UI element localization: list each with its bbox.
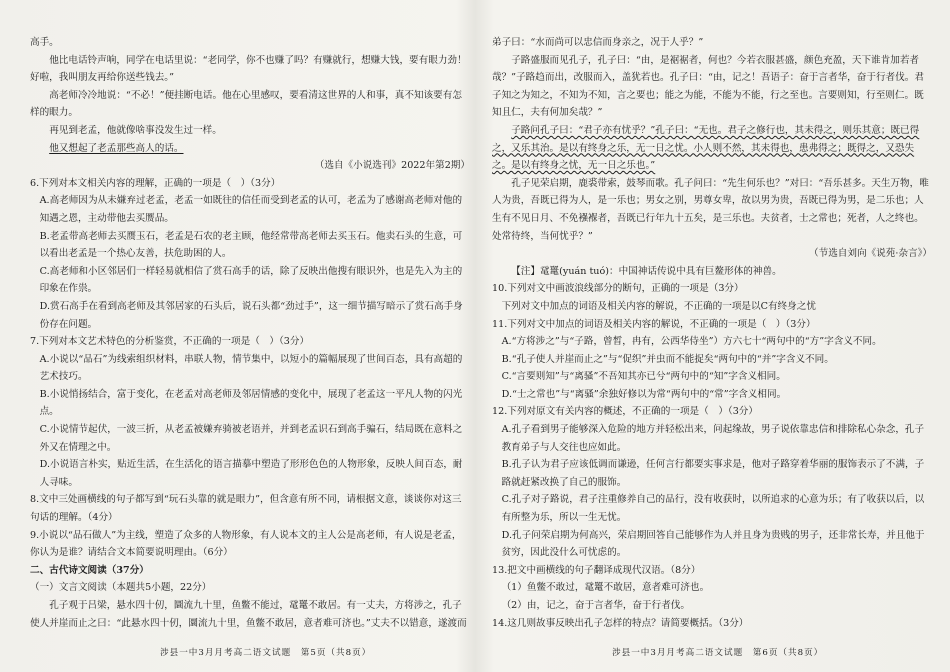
question-11-stem: 11.下列对文中加点的词语及相关内容的解说，不正确的一项是（ ）（3分） [492, 318, 816, 330]
source-citation: （选自《小说选刊》2022年第2期） [314, 160, 470, 172]
text-line: 孔子见荣启期，鹿裘带索，鼓琴而歌。孔子问曰：“先生何乐也？”对曰：“吾乐甚多。天生万物，唯人为贵，吾既已得为人，是一乐也；男女之别，男尊女卑，故以男为贵，吾既已得为男，是二乐也；人生有不见日月、不免襁褓者，吾既已行年九十五矣，是三乐也。夫贫者，士之常也；死者，人之终也。处常待终，当何忧乎？” [492, 177, 929, 242]
question-12-option-d: D.孔子问荣启期为何高兴，荣启期回答自己能够作为人并且身为贵贱的男子，还非常长寿，并且他于贫穷，因此没什么可忧虑的。 [501, 529, 925, 559]
footnote: 【注】鼋鼍(yuán tuó)：中国神话传说中具有巨鳌形体的神兽。 [511, 265, 782, 277]
text-line: 再见到老孟，他就像啥事没发生过一样。 [49, 124, 222, 136]
question-12-option-c: C.孔子对子路说，君子注重修养自己的品行，没有收获时，以所追求的心意为乐；有了收获以后，以有所整为乐，所以一生无忧。 [501, 494, 925, 524]
question-13-item-2: （2）由，记之，奋于言者华，奋于行者伐。 [501, 600, 690, 611]
page-footer-left: 涉县一中3月月考高二语文试题 第5页（共8页） [160, 648, 372, 658]
text-line: 他比电话铃声响，同学在电话里说：“老同学，你不也赚了吗？有赚就行，想赚大钱，要有眼力劲！好啦，我叫朋友再给你送些钱去。” [30, 54, 467, 84]
question-11-option-b: B.“孔子使人并崖而止之”与“促织”并虫而不能捉矣“两句中的“并”字含义不同。 [501, 353, 834, 365]
question-13-stem: 13.把文中画横线的句子翻译成现代汉语。（8分） [492, 564, 701, 576]
question-7-option-b: B.小说悄扬结合，富于变化，在老孟对高老师及邻居情感的变化中，展现了老孟这一平凡人物的闪光点。 [39, 388, 463, 418]
question-6-option-c: C.高老师和小区邻居们一样轻易就相信了赏石高手的话，除了反映出他搜有眼识外，也是先入为主的印象在作祟。 [39, 265, 463, 295]
question-10-stem: 10.下列对文中画波浪线部分的断句，正确的一项是（3分） [492, 283, 744, 295]
exam-page-right [492, 34, 932, 634]
question-6-option-d: D.赏石高手在看到高老师及其邻居家的石头后，说石头都“劲过手”，这一细节描写暗示了赏石高手身份存在问题。 [39, 300, 463, 330]
question-7-option-d: D.小说语言朴实，贴近生活，在生活化的语言描摹中塑造了形形色色的人物形象，反映人间百态，耐人寻味。 [39, 459, 463, 488]
question-11-option-d: D.“士之常也”与“离骚”余独好修以为常“两句中的“常”字含义相同。 [501, 388, 787, 400]
text-line: 高老师冷冷地说：“不必！”便挂断电话。他在心里感叹，要看清这世界的人和事，真不知该要有怎样的眼力。 [30, 89, 462, 119]
question-12-option-a: A.孔子看到男子能够深入危险的地方并轻松出来，问起缘故，男子说依靠忠信和排除私心杂念，孔子教育弟子与人交往也应如此。 [501, 424, 925, 453]
page-footer-right: 涉县一中3月月考高二语文试题 第6页（共8页） [612, 648, 824, 658]
classical-passage: 孔子观于吕梁，悬水四十仞，圜流九十里，鱼鳖不能过，鼋鼍不敢居。有一丈夫，方将涉之，孔子使人并崖而止之曰：“此悬水四十仞，圜流九十里，鱼鳖不敢居，意者难可济也。”丈夫不以错意，遂渡而 [30, 600, 467, 629]
subsection-1-heading: （一）文言文阅读（本题共5小题，22分） [30, 582, 212, 594]
text-line: 子路盛服而见孔子，孔子曰：“由，是裾裾者，何也？今若衣服甚盛，颜色充盈，天下谁肯加若者哉？”子路趋而出，改服而入，盖犹若也。孔子曰：“由，记之！吾语子：奋于言者华，奋于行者伐。君子知之为知之，不知为不知，言之要也；能之为能，不能为不能，行之至也。言要则知，行至则仁。既知且仁，夫有何加矣哉？” [492, 54, 924, 119]
question-8: 8.文中三处画横线的句子都写到“玩石头靠的就是眼力”，但含意有所不同，请根据文意，谈谈你对这三句话的理解。（4分） [30, 494, 462, 524]
question-6-option-a: A.高老师因为从未嫌弃过老孟，老孟一如既往的信任而受到老孟的认可，老孟为了感谢高老师对他的知遇之恩，主动带他去买赝品。 [39, 195, 463, 224]
question-9: 9.小说以“品石做人”为主线，塑造了众多的人物形象，有人说本文的主人公是高老师，有人说是老孟，你认为是谁？请结合文本简要说明理由。（6分） [30, 529, 462, 559]
text-line: 弟子曰：“水而尚可以忠信而身亲之，况于人乎？” [492, 37, 704, 48]
question-10-line: 下列对文中加点的词语及相关内容的解说，不正确的一项是以C有终身之忧 [501, 300, 816, 312]
question-6-stem: 6.下列对本文相关内容的理解，正确的一项是（ ）（3分） [30, 177, 281, 189]
text-line: 高手。 [30, 37, 59, 48]
question-11-option-c: C.“言要则知”与“离骚”不吾知其亦已兮“两句中的“知”字含义相同。 [501, 371, 786, 383]
question-6-option-b: B.老孟带高老师去买赝玉石，老孟是石农的老主顾，他经常带高老师去买玉石。他卖石头的生意，可以看出老孟是一个热心友善，扶危助困的人。 [39, 230, 463, 260]
question-11-option-a: A.“方将涉之”与“子路，曾晳，冉有，公西华侍坐”）方六七十“两句中的“方”字含义不同。 [501, 336, 882, 348]
question-12-stem: 12.下列对原文有关内容的概述，不正确的一项是（ ）（3分） [492, 406, 758, 418]
question-7-option-c: C.小说情节起伏，一波三折，从老孟被嫌弃骑被老语并，并到老孟识石到高手骗石，结局既在意料之外又在情理之中。 [39, 424, 463, 453]
question-12-option-b: B.孔子认为君子应该低调而谦逊，任何言行都要实事求是，他对子路穿着华丽的服饰表示了不满，子路就赶紧改换了自己的服饰。 [501, 459, 925, 488]
question-7-option-a: A.小说以“品石”为线索组织材料，串联人物，情节集中，以短小的篇幅展现了世间百态，具有高超的艺术技巧。 [39, 353, 463, 383]
question-13-item-1: （1）鱼鳖不敢过，鼋鼍不敢居，意者难可济也。 [501, 582, 710, 594]
exam-page-left [30, 34, 470, 634]
subsection-2-heading [492, 632, 932, 634]
question-7-stem: 7.下列对本文艺术特色的分析鉴赏，不正确的一项是（ ）（3分） [30, 336, 310, 348]
text-line-wavy: 子路问孔子曰：“君子亦有忧乎？”孔子曰：“无也。君子之修行也，其未得之，则乐其意；既已得之，又乐其治。是以有终身之乐，无一日之忧。小人则不然，其未得也，患弗得之；既得之，又恐失之。是以有终身之忧，无一日之乐也。” [492, 124, 920, 172]
section-2-heading: 二、古代诗文阅读（37分） [30, 564, 149, 576]
text-line-underlined: 他又想起了老孟那些高人的话。 [49, 142, 184, 154]
source-citation: （节选自刘向《说苑·杂言》） [809, 248, 932, 260]
question-14: 14.这几则故事反映出孔子怎样的特点？请简要概括。（3分） [492, 617, 749, 629]
